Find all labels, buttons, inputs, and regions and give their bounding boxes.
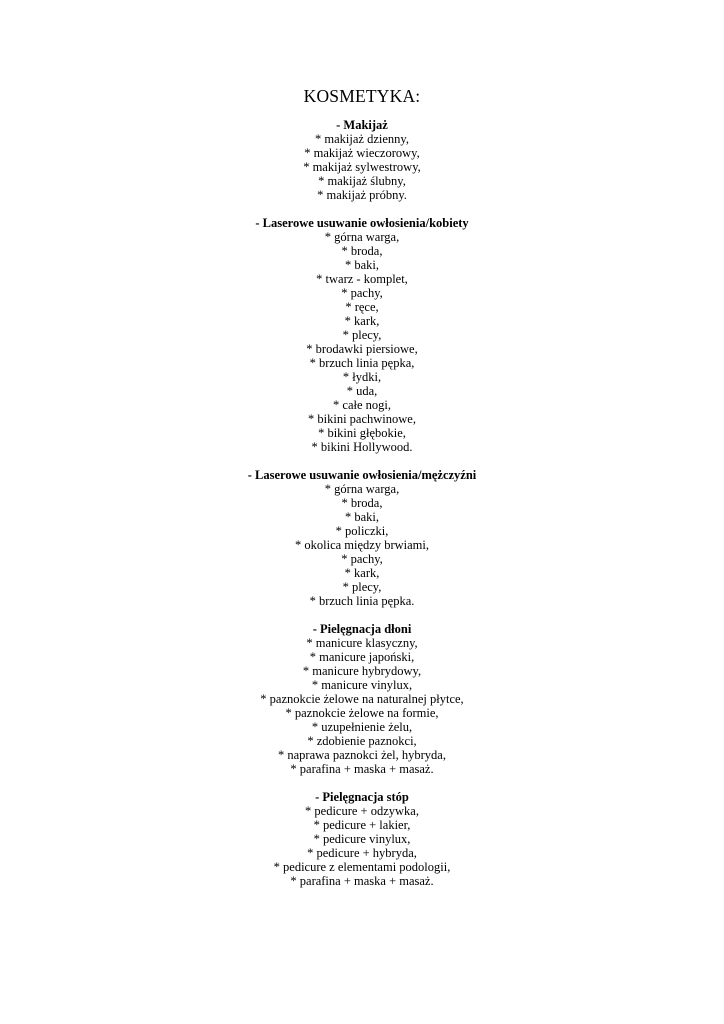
list-item: * bikini pachwinowe, — [308, 412, 416, 426]
list-item: * górna warga, — [324, 230, 400, 244]
list-item: * pachy, — [341, 552, 383, 566]
list-item: * manicure klasyczny, — [306, 636, 418, 650]
section-foot-care — [0, 790, 724, 888]
list-item: * makijaż sylwestrowy, — [303, 160, 421, 174]
section-heading: - Pielęgnacja stóp — [315, 790, 409, 804]
list-item: * brodawki piersiowe, — [306, 342, 418, 356]
list-item: * całe nogi, — [333, 398, 391, 412]
section-laser-women — [0, 216, 724, 454]
list-item: * pedicure vinylux, — [313, 832, 411, 846]
list-item: * baki, — [344, 510, 380, 524]
section-hand-care — [0, 622, 724, 776]
list-item: * pedicure + odzywka, — [305, 804, 419, 818]
section-makijaz — [0, 118, 724, 202]
list-item: * bikini głębokie, — [318, 426, 406, 440]
section-heading: - Laserowe usuwanie owłosienia/mężczyźni — [247, 468, 477, 482]
list-item: * naprawa paznokci żel, hybryda, — [278, 748, 446, 762]
list-item: * zdobienie paznokci, — [307, 734, 417, 748]
list-item: * parafina + maska + masaż. — [290, 762, 434, 776]
list-item: * górna warga, — [324, 482, 400, 496]
list-item: * policzki, — [335, 524, 389, 538]
list-item: * makijaż ślubny, — [318, 174, 406, 188]
list-item: * pedicure z elementami podologii, — [273, 860, 451, 874]
list-item: * plecy, — [342, 580, 382, 594]
list-item: * baki, — [344, 258, 380, 272]
list-item: * makijaż dzienny, — [315, 132, 409, 146]
list-item: * uzupełnienie żelu, — [311, 720, 413, 734]
list-item: * parafina + maska + masaż. — [290, 874, 434, 888]
section-heading: - Laserowe usuwanie owłosienia/kobiety — [255, 216, 469, 230]
list-item: * broda, — [341, 496, 383, 510]
list-item: * brzuch linia pępka, — [309, 356, 415, 370]
list-item: * pedicure + hybryda, — [307, 846, 417, 860]
list-item: * manicure hybrydowy, — [302, 664, 422, 678]
section-heading: - Pielęgnacja dłoni — [312, 622, 412, 636]
list-item: * paznokcie żelowe na naturalnej płytce, — [260, 692, 464, 706]
list-item: * plecy, — [342, 328, 382, 342]
list-item: * pachy, — [341, 286, 383, 300]
list-item: * manicure vinylux, — [311, 678, 413, 692]
list-item: * bikini Hollywood. — [311, 440, 413, 454]
list-item: * uda, — [346, 384, 378, 398]
list-item: * pedicure + lakier, — [313, 818, 411, 832]
section-laser-men — [0, 468, 724, 608]
list-item: * manicure japoński, — [309, 650, 415, 664]
list-item: * ręce, — [345, 300, 379, 314]
list-item: * kark, — [344, 566, 380, 580]
list-item: * makijaż próbny. — [317, 188, 407, 202]
service-list — [0, 118, 724, 902]
list-item: * twarz - komplet, — [316, 272, 408, 286]
list-item: * broda, — [341, 244, 383, 258]
list-item: * łydki, — [342, 370, 382, 384]
list-item: * paznokcie żelowe na formie, — [285, 706, 439, 720]
section-heading: - Makijaż — [336, 118, 388, 132]
page-title: KOSMETYKA: — [303, 86, 421, 106]
list-item: * kark, — [344, 314, 380, 328]
list-item: * okolica między brwiami, — [295, 538, 429, 552]
list-item: * brzuch linia pępka. — [309, 594, 415, 608]
list-item: * makijaż wieczorowy, — [304, 146, 420, 160]
